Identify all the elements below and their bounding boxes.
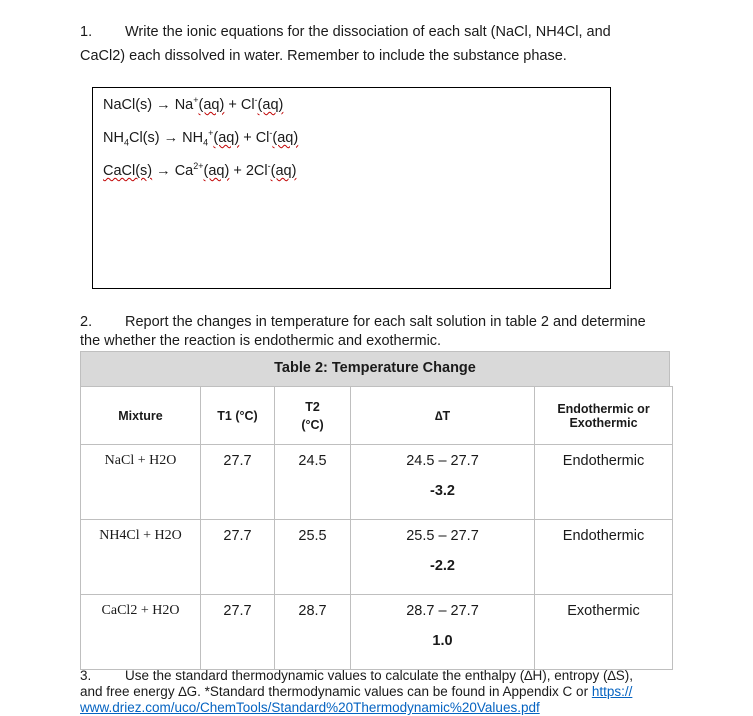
eq1-plus: + (224, 96, 241, 113)
arrow-icon: → (163, 129, 179, 146)
eq2-product2-phase: (aq) (272, 129, 299, 146)
dt-expression: 24.5 – 27.7 (406, 453, 479, 469)
dt-value: -3.2 (430, 483, 455, 499)
table-row (81, 520, 673, 595)
eq1-product1-charge: + (193, 95, 199, 105)
t2-text: 28.7 (298, 603, 327, 619)
question-2-line2: the whether the reaction is endothermic and exothermic. (80, 333, 442, 349)
mixture-text: NH4Cl + H2O (99, 528, 182, 543)
t1-text: 27.7 (223, 528, 252, 544)
table-grid (80, 386, 673, 670)
cell-type[interactable] (535, 520, 673, 595)
eq3-product1-charge: 2+ (193, 161, 204, 171)
question-3-line2: and free energy ∆G. *Standard thermodynamic values can be found in Appendix C or (80, 684, 592, 699)
eq2-product1-sub: 4 (203, 137, 209, 148)
question-1-number: 1. (80, 24, 93, 40)
eq3-plus: + (229, 162, 246, 179)
header-t2-line2: (°C) (301, 417, 324, 432)
t2-text: 25.5 (298, 528, 327, 544)
type-text: Endothermic (562, 453, 645, 469)
t1-text: 27.7 (223, 453, 252, 469)
mixture-text: NaCl + H2O (104, 453, 177, 468)
header-t1: T1 (°C) (201, 387, 275, 445)
t2-text: 24.5 (298, 453, 327, 469)
dt-value: 1.0 (432, 633, 453, 649)
eq1-product1: Na (174, 96, 194, 113)
cell-delta-t[interactable] (351, 445, 535, 520)
dt-expression: 28.7 – 27.7 (406, 603, 479, 619)
table-header-row (81, 387, 673, 445)
cell-type[interactable] (535, 445, 673, 520)
header-delta-t: ∆T (351, 387, 535, 445)
eq2-product2-charge: - (269, 128, 273, 138)
arrow-icon: → (156, 96, 171, 113)
cell-t2[interactable] (275, 595, 351, 670)
cell-delta-t[interactable] (351, 520, 535, 595)
eq3-product2-phase: (aq) (270, 162, 297, 179)
answer-box[interactable] (92, 87, 611, 289)
reference-link-continued[interactable]: www.driez.com/uco/ChemTools/Standard%20Thermodynamic%20Values.pdf (80, 700, 540, 715)
question-2-line1: Report the changes in temperature for each salt solution in table 2 and determine (125, 314, 646, 330)
question-3-number: 3. (80, 668, 92, 683)
equation-cacl2 (103, 161, 296, 179)
eq3-product1: Ca (174, 162, 194, 179)
table-row (81, 595, 673, 670)
eq2-reactant-sub: 4 (123, 137, 129, 148)
header-t2-line1: T2 (305, 399, 320, 414)
question-2 (80, 313, 680, 351)
eq2-product1: NH (182, 129, 204, 146)
question-1-line1: Write the ionic equations for the dissociation of each salt (NaCl, NH4Cl, and (125, 24, 611, 40)
eq2-reactant-b: Cl(s) (128, 129, 160, 146)
equation-nh4cl (103, 128, 298, 148)
equation-nacl (103, 95, 283, 113)
eq3-product2-charge: - (267, 161, 271, 171)
header-type: Endothermic or Exothermic (535, 387, 673, 445)
eq1-product1-phase: (aq) (198, 96, 225, 113)
question-2-number: 2. (80, 314, 93, 330)
cell-t1[interactable] (201, 445, 275, 520)
eq2-product1-charge: + (208, 128, 214, 138)
cell-delta-t[interactable] (351, 595, 535, 670)
cell-mixture[interactable] (81, 595, 201, 670)
question-3-line1: Use the standard thermodynamic values to calculate the enthalpy (∆H), entropy (∆S), (125, 668, 634, 683)
cell-t1[interactable] (201, 595, 275, 670)
type-text: Exothermic (567, 603, 640, 619)
eq3-reactant: CaCl(s) (103, 162, 153, 179)
eq1-product2-charge: - (254, 95, 258, 105)
table-row (81, 445, 673, 520)
table-title: Table 2: Temperature Change (80, 351, 670, 386)
question-1 (80, 23, 680, 66)
cell-t2[interactable] (275, 520, 351, 595)
mixture-text: CaCl2 + H2O (101, 603, 180, 618)
cell-t2[interactable] (275, 445, 351, 520)
eq2-product2: Cl (255, 129, 270, 146)
temperature-table (80, 351, 670, 670)
dt-expression: 25.5 – 27.7 (406, 528, 479, 544)
cell-t1[interactable] (201, 520, 275, 595)
eq2-product1-phase: (aq) (213, 129, 240, 146)
eq1-product2: Cl (240, 96, 255, 113)
reference-link[interactable]: https:// (591, 684, 633, 699)
eq2-plus: + (239, 129, 256, 146)
type-text: Endothermic (562, 528, 645, 544)
eq1-product2-phase: (aq) (257, 96, 284, 113)
eq3-product2: 2Cl (245, 162, 268, 179)
eq3-product1-phase: (aq) (203, 162, 230, 179)
cell-mixture[interactable] (81, 445, 201, 520)
eq2-reactant-a: NH (103, 129, 124, 146)
question-3 (80, 668, 680, 716)
header-mixture: Mixture (81, 387, 201, 445)
cell-type[interactable] (535, 595, 673, 670)
dt-value: -2.2 (430, 558, 455, 574)
t1-text: 27.7 (223, 603, 252, 619)
header-t2 (275, 387, 351, 445)
question-1-line2: CaCl2) each dissolved in water. Remember to include the substance phase. (80, 48, 567, 64)
cell-mixture[interactable] (81, 520, 201, 595)
arrow-icon: → (156, 162, 171, 179)
eq1-reactant: NaCl(s) (103, 96, 153, 113)
